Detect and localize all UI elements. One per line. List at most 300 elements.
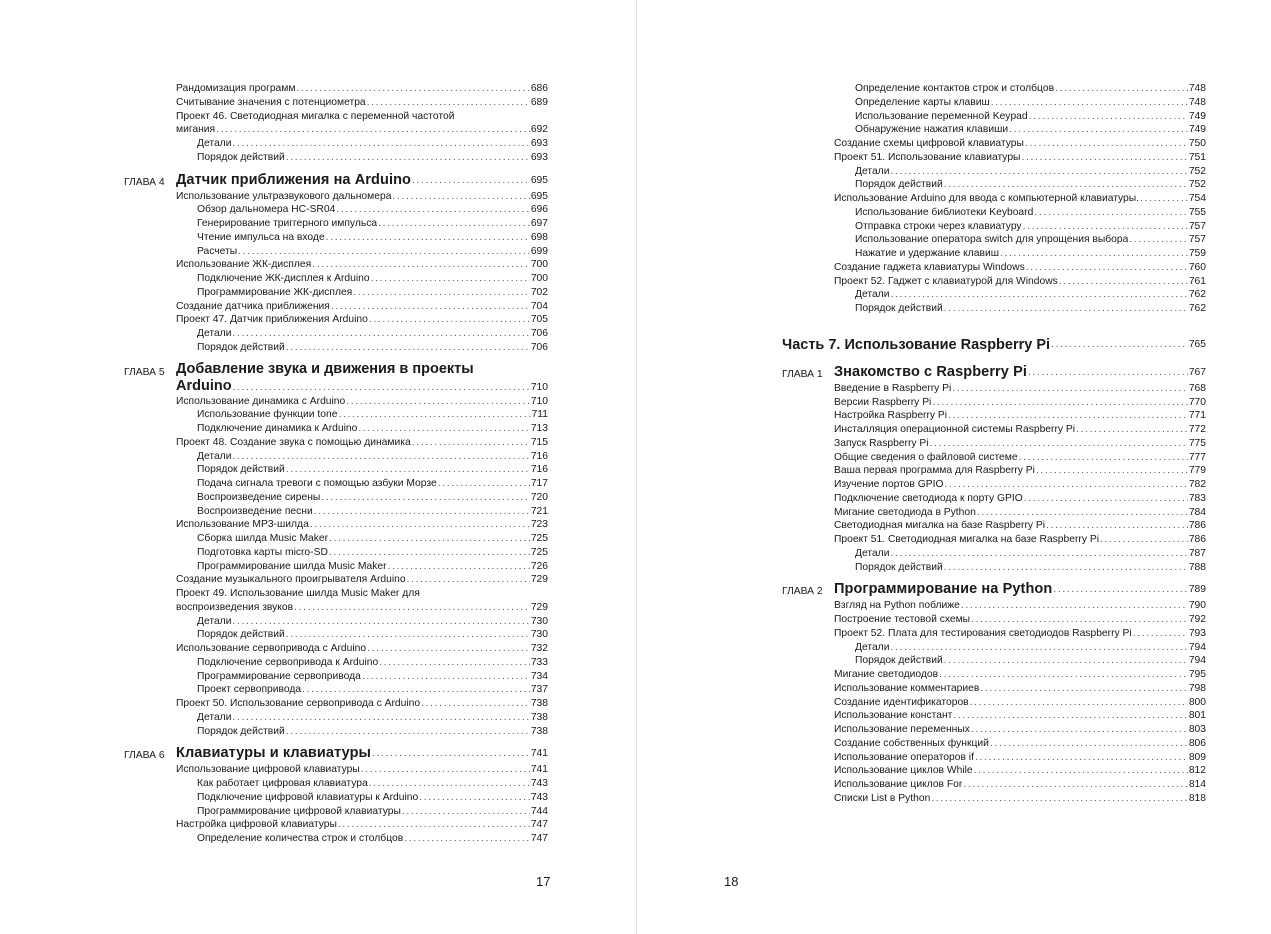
entry-page-number: 711: [531, 409, 548, 421]
dot-leader: [232, 327, 529, 341]
entry-page-number: 794: [1188, 655, 1206, 667]
dot-leader: [931, 792, 1188, 806]
entry-page-number: 730: [530, 629, 548, 641]
entry-title: Подготовка карты micro-SD: [197, 546, 328, 558]
entry-page-number: 725: [530, 533, 548, 544]
entry-title: Воспроизведение песни: [197, 505, 313, 517]
dot-leader: [314, 505, 530, 519]
entry-page-number: 686: [530, 83, 548, 94]
toc-subsection-entry: [124, 272, 548, 286]
dot-leader: [953, 709, 1187, 723]
dot-leader: [961, 599, 1188, 613]
dot-leader: [1055, 82, 1188, 96]
entry-page-number: 757: [1188, 220, 1206, 232]
entry-page-number: 700: [530, 259, 548, 271]
toc-subsection-entry: [782, 302, 1206, 316]
entry-title: Использование оператора switch для упрощения выбора: [855, 234, 1129, 246]
dot-leader: [963, 778, 1187, 792]
dot-leader: [329, 532, 530, 546]
chapter-title: Клавиатуры и клавиатуры: [176, 745, 372, 762]
entry-title: Детали: [855, 289, 890, 301]
entry-title: Порядок действий: [197, 151, 285, 163]
dot-leader: [286, 628, 530, 642]
dot-leader: [312, 258, 530, 272]
toc-section-entry: [782, 409, 1206, 423]
toc-subsection-entry: [782, 110, 1206, 124]
entry-page-number: 786: [1188, 520, 1206, 532]
entry-page-number: 798: [1188, 682, 1206, 694]
dot-leader: [286, 725, 530, 739]
toc-subsection-entry: [782, 165, 1206, 179]
dot-leader: [286, 151, 530, 165]
entry-page-number: 706: [530, 328, 548, 339]
toc-section-entry: [782, 737, 1206, 751]
entry-page-number: 787: [1188, 547, 1206, 559]
toc-subsection-entry: [124, 777, 548, 791]
entry-title: Детали: [855, 641, 890, 653]
entry-title: Светодиодная мигалка на базе Raspberry Pi: [834, 520, 1046, 532]
toc-section-entry: [782, 437, 1206, 451]
chapter-title: Программирование на Python: [834, 581, 1053, 598]
dot-leader: [971, 613, 1188, 627]
dot-leader: [378, 217, 530, 231]
entry-title: Определение контактов строк и столбцов: [855, 83, 1055, 94]
entry-page-number: 752: [1188, 165, 1206, 177]
dot-leader: [232, 137, 529, 151]
dot-leader: [329, 546, 530, 560]
dot-leader: [980, 682, 1187, 696]
toc-section-entry: [782, 396, 1206, 410]
entry-title: Использование Arduino для ввода с компьютерной клавиатуры.: [834, 193, 1140, 204]
entry-page-number: 716: [530, 464, 548, 476]
dot-leader: [412, 171, 530, 190]
entry-title: Изучение портов GPIO: [834, 479, 944, 490]
entry-page-number: 818: [1188, 792, 1206, 804]
toc-subsection-entry: [782, 233, 1206, 247]
entry-title: Программирование сервопривода: [197, 670, 361, 682]
entry-page-number: 710: [530, 395, 548, 407]
dot-leader: [412, 436, 530, 450]
dot-leader: [392, 190, 529, 204]
toc-subsection-entry: [782, 561, 1206, 575]
entry-page-number: 765: [1188, 338, 1206, 350]
toc-section-entry: [124, 573, 548, 587]
entry-title: Проект 52. Плата для тестирования светодиодов Raspberry Pi: [834, 627, 1132, 639]
toc-subsection-entry: [124, 450, 548, 464]
entry-page-number: 767: [1188, 366, 1206, 378]
toc-subsection-entry: [124, 327, 548, 341]
chapter-title: Датчик приближения на Arduino: [176, 171, 411, 188]
toc-section-entry: [124, 395, 548, 409]
dot-leader: [944, 302, 1188, 316]
dot-leader: [1129, 233, 1187, 247]
toc-section-entry: [124, 96, 548, 110]
entry-page-number: 706: [530, 341, 548, 353]
toc-subsection-entry: [782, 247, 1206, 261]
entry-page-number: 738: [530, 725, 548, 737]
toc-subsection-entry: [124, 422, 548, 436]
entry-title: Взгляд на Python поближе: [834, 600, 960, 612]
dot-leader: [361, 763, 530, 777]
dot-leader: [388, 560, 530, 574]
toc-subsection-entry: [124, 231, 548, 245]
dot-leader: [930, 437, 1188, 451]
toc-section-entry: [124, 587, 548, 615]
entry-page-number: 695: [530, 190, 548, 202]
dot-leader: [1009, 123, 1188, 137]
entry-page-number: 768: [1188, 382, 1206, 394]
entry-page-number: 713: [530, 423, 548, 434]
chapter-label: ГЛАВА 5: [124, 366, 165, 378]
dot-leader: [1024, 492, 1188, 506]
toc-section-entry: [782, 682, 1206, 696]
entry-page-number: 770: [1188, 396, 1206, 408]
entry-title: Обзор дальномера HC-SR04: [197, 204, 336, 216]
entry-page-number: 800: [1188, 696, 1206, 708]
toc-section-entry: [782, 533, 1206, 547]
entry-title-line: Проект 46. Светодиодная мигалка с переменной частотой: [176, 110, 455, 122]
dot-leader: [1100, 533, 1188, 547]
entry-page-number: 772: [1188, 424, 1206, 435]
dot-leader: [419, 791, 530, 805]
entry-title: Нажатие и удержание клавиш: [855, 248, 999, 259]
toc-section-entry: [782, 478, 1206, 492]
entry-title: Создание схемы цифровой клавиатуры: [834, 138, 1024, 149]
entry-page-number: 757: [1188, 234, 1206, 246]
entry-title: Определение количества строк и столбцов: [197, 833, 404, 844]
entry-page-number: 741: [530, 764, 548, 776]
entry-page-number: 730: [530, 615, 548, 627]
dot-leader: [1051, 335, 1188, 355]
chapter-title: Знакомство с Raspberry Pi: [834, 363, 1027, 380]
page-number: 17: [536, 874, 551, 889]
toc-chapter-entry: [782, 580, 1206, 599]
dot-leader: [977, 506, 1188, 520]
dot-leader: [952, 382, 1187, 396]
entry-page-number: 754: [1188, 193, 1206, 204]
dot-leader: [1059, 275, 1188, 289]
entry-page-number: 759: [1188, 248, 1206, 259]
entry-title: Использование функции tone: [197, 409, 338, 421]
entry-title: Использование ЖК-дисплея: [176, 259, 312, 271]
entry-title: Создание идентификаторов: [834, 696, 969, 708]
entry-title: Проект 47. Датчик приближения Arduino: [176, 314, 368, 326]
entry-title: Воспроизведение сирены: [197, 491, 321, 503]
dot-leader: [890, 641, 1187, 655]
entry-page-number: 786: [1188, 534, 1206, 545]
chapter-title-line: Добавление звука и движения в проекты: [176, 360, 474, 377]
entry-title: Версии Raspberry Pi: [834, 396, 932, 408]
entry-title: Подключение ЖК-дисплея к Arduino: [197, 273, 370, 284]
entry-title-line: Проект 49. Использование шилда Music Maker для: [176, 588, 420, 599]
toc-section-entry: [782, 613, 1206, 627]
entry-title: Детали: [197, 328, 232, 339]
entry-title: Использование цифровой клавиатуры: [176, 764, 360, 776]
dot-leader: [372, 744, 530, 763]
entry-page-number: 750: [1188, 138, 1206, 149]
dot-leader: [1019, 451, 1188, 465]
entry-title: Создание датчика приближения: [176, 300, 330, 312]
entry-title: Расчеты: [197, 245, 238, 257]
toc-section-entry: [124, 763, 548, 777]
entry-page-number: 689: [530, 96, 548, 108]
toc-section-entry: [124, 436, 548, 450]
dot-leader: [944, 178, 1188, 192]
chapter-title: Arduino: [176, 377, 232, 394]
entry-page-number: 699: [530, 245, 548, 257]
dot-leader: [1140, 192, 1188, 206]
entry-page-number: 748: [1188, 96, 1206, 108]
entry-title: Порядок действий: [855, 303, 943, 314]
entry-page-number: 761: [1188, 275, 1206, 287]
chapter-label: ГЛАВА 1: [782, 368, 823, 380]
toc-subsection-entry: [124, 832, 548, 846]
toc-subsection-entry: [124, 477, 548, 491]
entry-title: Общие сведения о файловой системе: [834, 451, 1018, 463]
toc-subsection-entry: [782, 82, 1206, 96]
toc-subsection-entry: [782, 178, 1206, 192]
dot-leader: [379, 656, 530, 670]
part-title: Часть 7. Использование Raspberry Pi: [782, 336, 1051, 353]
toc-section-entry: [782, 492, 1206, 506]
dot-leader: [421, 697, 530, 711]
entry-title: Использование ультразвукового дальномера: [176, 190, 392, 202]
entry-page-number: 700: [530, 273, 548, 284]
toc-section-entry: [124, 82, 548, 96]
dot-leader: [367, 642, 530, 656]
toc-section-entry: [782, 137, 1206, 151]
entry-title: Программирование ЖК-дисплея: [197, 286, 353, 298]
entry-title: Использование переменной Keypad: [855, 110, 1028, 122]
toc-subsection-entry: [782, 547, 1206, 561]
dot-leader: [944, 478, 1187, 492]
toc-section-entry: [782, 627, 1206, 641]
entry-page-number: 729: [530, 601, 548, 613]
toc-subsection-entry: [124, 805, 548, 819]
toc-section-entry: [782, 709, 1206, 723]
entry-page-number: 752: [1188, 179, 1206, 191]
toc-subsection-entry: [782, 288, 1206, 302]
entry-title: Подача сигнала тревоги с помощью азбуки Морзе: [197, 478, 437, 489]
entry-title: Запуск Raspberry Pi: [834, 437, 929, 449]
entry-title: Детали: [855, 165, 890, 177]
toc-section-entry: [782, 751, 1206, 765]
dot-leader: [367, 96, 530, 110]
entry-title: Считывание значения с потенциометра: [176, 96, 366, 108]
toc-subsection-entry: [124, 203, 548, 217]
dot-leader: [358, 422, 529, 436]
entry-page-number: 762: [1188, 303, 1206, 314]
toc-subsection-entry: [782, 96, 1206, 110]
entry-page-number: 788: [1188, 561, 1206, 573]
dot-leader: [286, 463, 530, 477]
entry-page-number: 789: [1188, 584, 1206, 596]
toc-section-entry: [124, 110, 548, 138]
chapter-label: ГЛАВА 4: [124, 176, 165, 188]
toc-subsection-entry: [124, 546, 548, 560]
entry-title: Сборка шилда Music Maker: [197, 533, 329, 544]
dot-leader: [336, 203, 530, 217]
dot-leader: [890, 165, 1187, 179]
dot-leader: [362, 670, 530, 684]
dot-leader: [948, 409, 1188, 423]
entry-title: Использование библиотеки Keyboard: [855, 206, 1034, 218]
dot-leader: [970, 696, 1188, 710]
toc-subsection-entry: [124, 286, 548, 300]
entry-page-number: 729: [530, 574, 548, 586]
toc-subsection-entry: [124, 137, 548, 151]
entry-page-number: 743: [530, 778, 548, 789]
dot-leader: [232, 615, 529, 629]
entry-page-number: 696: [530, 204, 548, 216]
entry-title: Создание гаджета клавиатуры Windows: [834, 261, 1025, 273]
entry-title: Использование циклов For: [834, 779, 963, 790]
dot-leader: [975, 751, 1188, 765]
dot-leader: [1053, 580, 1187, 599]
toc-section-entry: [782, 668, 1206, 682]
entry-page-number: 698: [530, 231, 548, 243]
toc-subsection-entry: [124, 791, 548, 805]
toc-section-entry: [782, 519, 1206, 533]
dot-leader: [971, 723, 1188, 737]
toc-section-entry: [124, 313, 548, 327]
toc-section-entry: [782, 261, 1206, 275]
entry-page-number: 726: [530, 560, 548, 572]
entry-page-number: 793: [1188, 627, 1206, 639]
entry-page-number: 747: [530, 833, 548, 844]
entry-title: Подключение светодиода к порту GPIO: [834, 492, 1023, 504]
entry-title: Использование динамика с Arduino: [176, 395, 346, 407]
entry-title: Детали: [197, 615, 232, 627]
dot-leader: [294, 601, 530, 615]
dot-leader: [233, 381, 530, 395]
entry-page-number: 692: [530, 124, 548, 136]
toc-subsection-entry: [124, 217, 548, 231]
chapter-label: ГЛАВА 2: [782, 586, 823, 598]
entry-title: Настройка Raspberry Pi: [834, 410, 948, 422]
entry-title: Программирование цифровой клавиатуры: [197, 805, 401, 817]
toc-part-entry: [782, 335, 1206, 355]
dot-leader: [338, 408, 530, 422]
entry-page-number: 783: [1188, 492, 1206, 504]
dot-leader: [890, 288, 1187, 302]
entry-page-number: 809: [1188, 751, 1206, 763]
dot-leader: [238, 245, 530, 259]
dot-leader: [232, 711, 529, 725]
toc-section-entry: [782, 192, 1206, 206]
dot-leader: [286, 341, 530, 355]
entry-title: воспроизведения звуков: [176, 601, 294, 613]
toc-section-entry: [782, 723, 1206, 737]
entry-title: Использование констант: [834, 710, 953, 722]
entry-page-number: 749: [1188, 110, 1206, 122]
dot-leader: [302, 683, 530, 697]
entry-title: Использование циклов While: [834, 765, 973, 777]
entry-title: Использование операторов if: [834, 751, 974, 763]
table-of-contents-left: [124, 82, 548, 846]
entry-title: Проект 51. Светодиодная мигалка на базе Raspberry Pi: [834, 534, 1100, 545]
toc-subsection-entry: [124, 711, 548, 725]
chapter-label: ГЛАВА 6: [124, 750, 165, 762]
toc-subsection-entry: [782, 123, 1206, 137]
toc-subsection-entry: [782, 206, 1206, 220]
entry-title: Как работает цифровая клавиатура: [197, 778, 368, 789]
entry-title: Порядок действий: [855, 655, 943, 667]
dot-leader: [369, 777, 530, 791]
entry-title: Проект 51. Использование клавиатуры: [834, 151, 1021, 163]
entry-title: Подключение цифровой клавиатуры к Arduino: [197, 791, 419, 803]
toc-subsection-entry: [124, 560, 548, 574]
entry-title: Порядок действий: [197, 725, 285, 737]
toc-section-entry: [124, 258, 548, 272]
entry-title: Создание музыкального проигрывателя Arduino: [176, 574, 406, 586]
entry-title: Построение тестовой схемы: [834, 614, 971, 625]
toc-section-entry: [124, 818, 548, 832]
dot-leader: [216, 123, 530, 137]
toc-subsection-entry: [124, 463, 548, 477]
dot-leader: [1036, 464, 1188, 478]
dot-leader: [404, 832, 530, 846]
entry-page-number: 775: [1188, 437, 1206, 449]
entry-title: Мигание светодиода в Python: [834, 506, 976, 518]
dot-leader: [321, 491, 530, 505]
dot-leader: [1026, 261, 1188, 275]
entry-title: мигания: [176, 124, 216, 136]
entry-page-number: 733: [530, 656, 548, 668]
entry-page-number: 751: [1188, 151, 1206, 163]
entry-page-number: 697: [530, 218, 548, 229]
toc-section-entry: [782, 778, 1206, 792]
entry-page-number: 748: [1188, 83, 1206, 94]
entry-page-number: 720: [530, 491, 548, 503]
entry-page-number: 771: [1188, 410, 1206, 422]
dot-leader: [1021, 151, 1187, 165]
toc-section-entry: [782, 696, 1206, 710]
dot-leader: [1133, 627, 1188, 641]
entry-page-number: 755: [1188, 206, 1206, 218]
dot-leader: [1046, 519, 1188, 533]
dot-leader: [974, 764, 1188, 778]
dot-leader: [1034, 206, 1188, 220]
dot-leader: [232, 450, 529, 464]
entry-title: Проект 50. Использование сервопривода с Arduino: [176, 698, 421, 709]
toc-subsection-entry: [782, 654, 1206, 668]
entry-page-number: 794: [1188, 641, 1206, 653]
toc-section-entry: [782, 423, 1206, 437]
entry-title: Рандомизация программ: [176, 83, 296, 94]
entry-title: Проект 52. Гаджет с клавиатурой для Windows: [834, 275, 1058, 287]
entry-page-number: 710: [530, 381, 548, 393]
toc-section-entry: [782, 506, 1206, 520]
dot-leader: [346, 395, 530, 409]
entry-title: Программирование шилда Music Maker: [197, 560, 387, 572]
dot-leader: [338, 818, 530, 832]
entry-title: Детали: [197, 711, 232, 723]
toc-subsection-entry: [782, 220, 1206, 234]
entry-page-number: 814: [1188, 779, 1206, 790]
entry-page-number: 812: [1188, 765, 1206, 777]
toc-chapter-entry: [124, 361, 548, 395]
entry-page-number: 725: [530, 546, 548, 558]
entry-page-number: 747: [530, 819, 548, 831]
entry-title: Использование сервопривода с Arduino: [176, 643, 367, 654]
entry-title: Создание собственных функций: [834, 737, 989, 749]
entry-title: Подключение динамика к Arduino: [197, 423, 358, 434]
entry-page-number: 795: [1188, 669, 1206, 680]
toc-section-entry: [782, 599, 1206, 613]
toc-section-entry: [124, 697, 548, 711]
dot-leader: [371, 272, 530, 286]
